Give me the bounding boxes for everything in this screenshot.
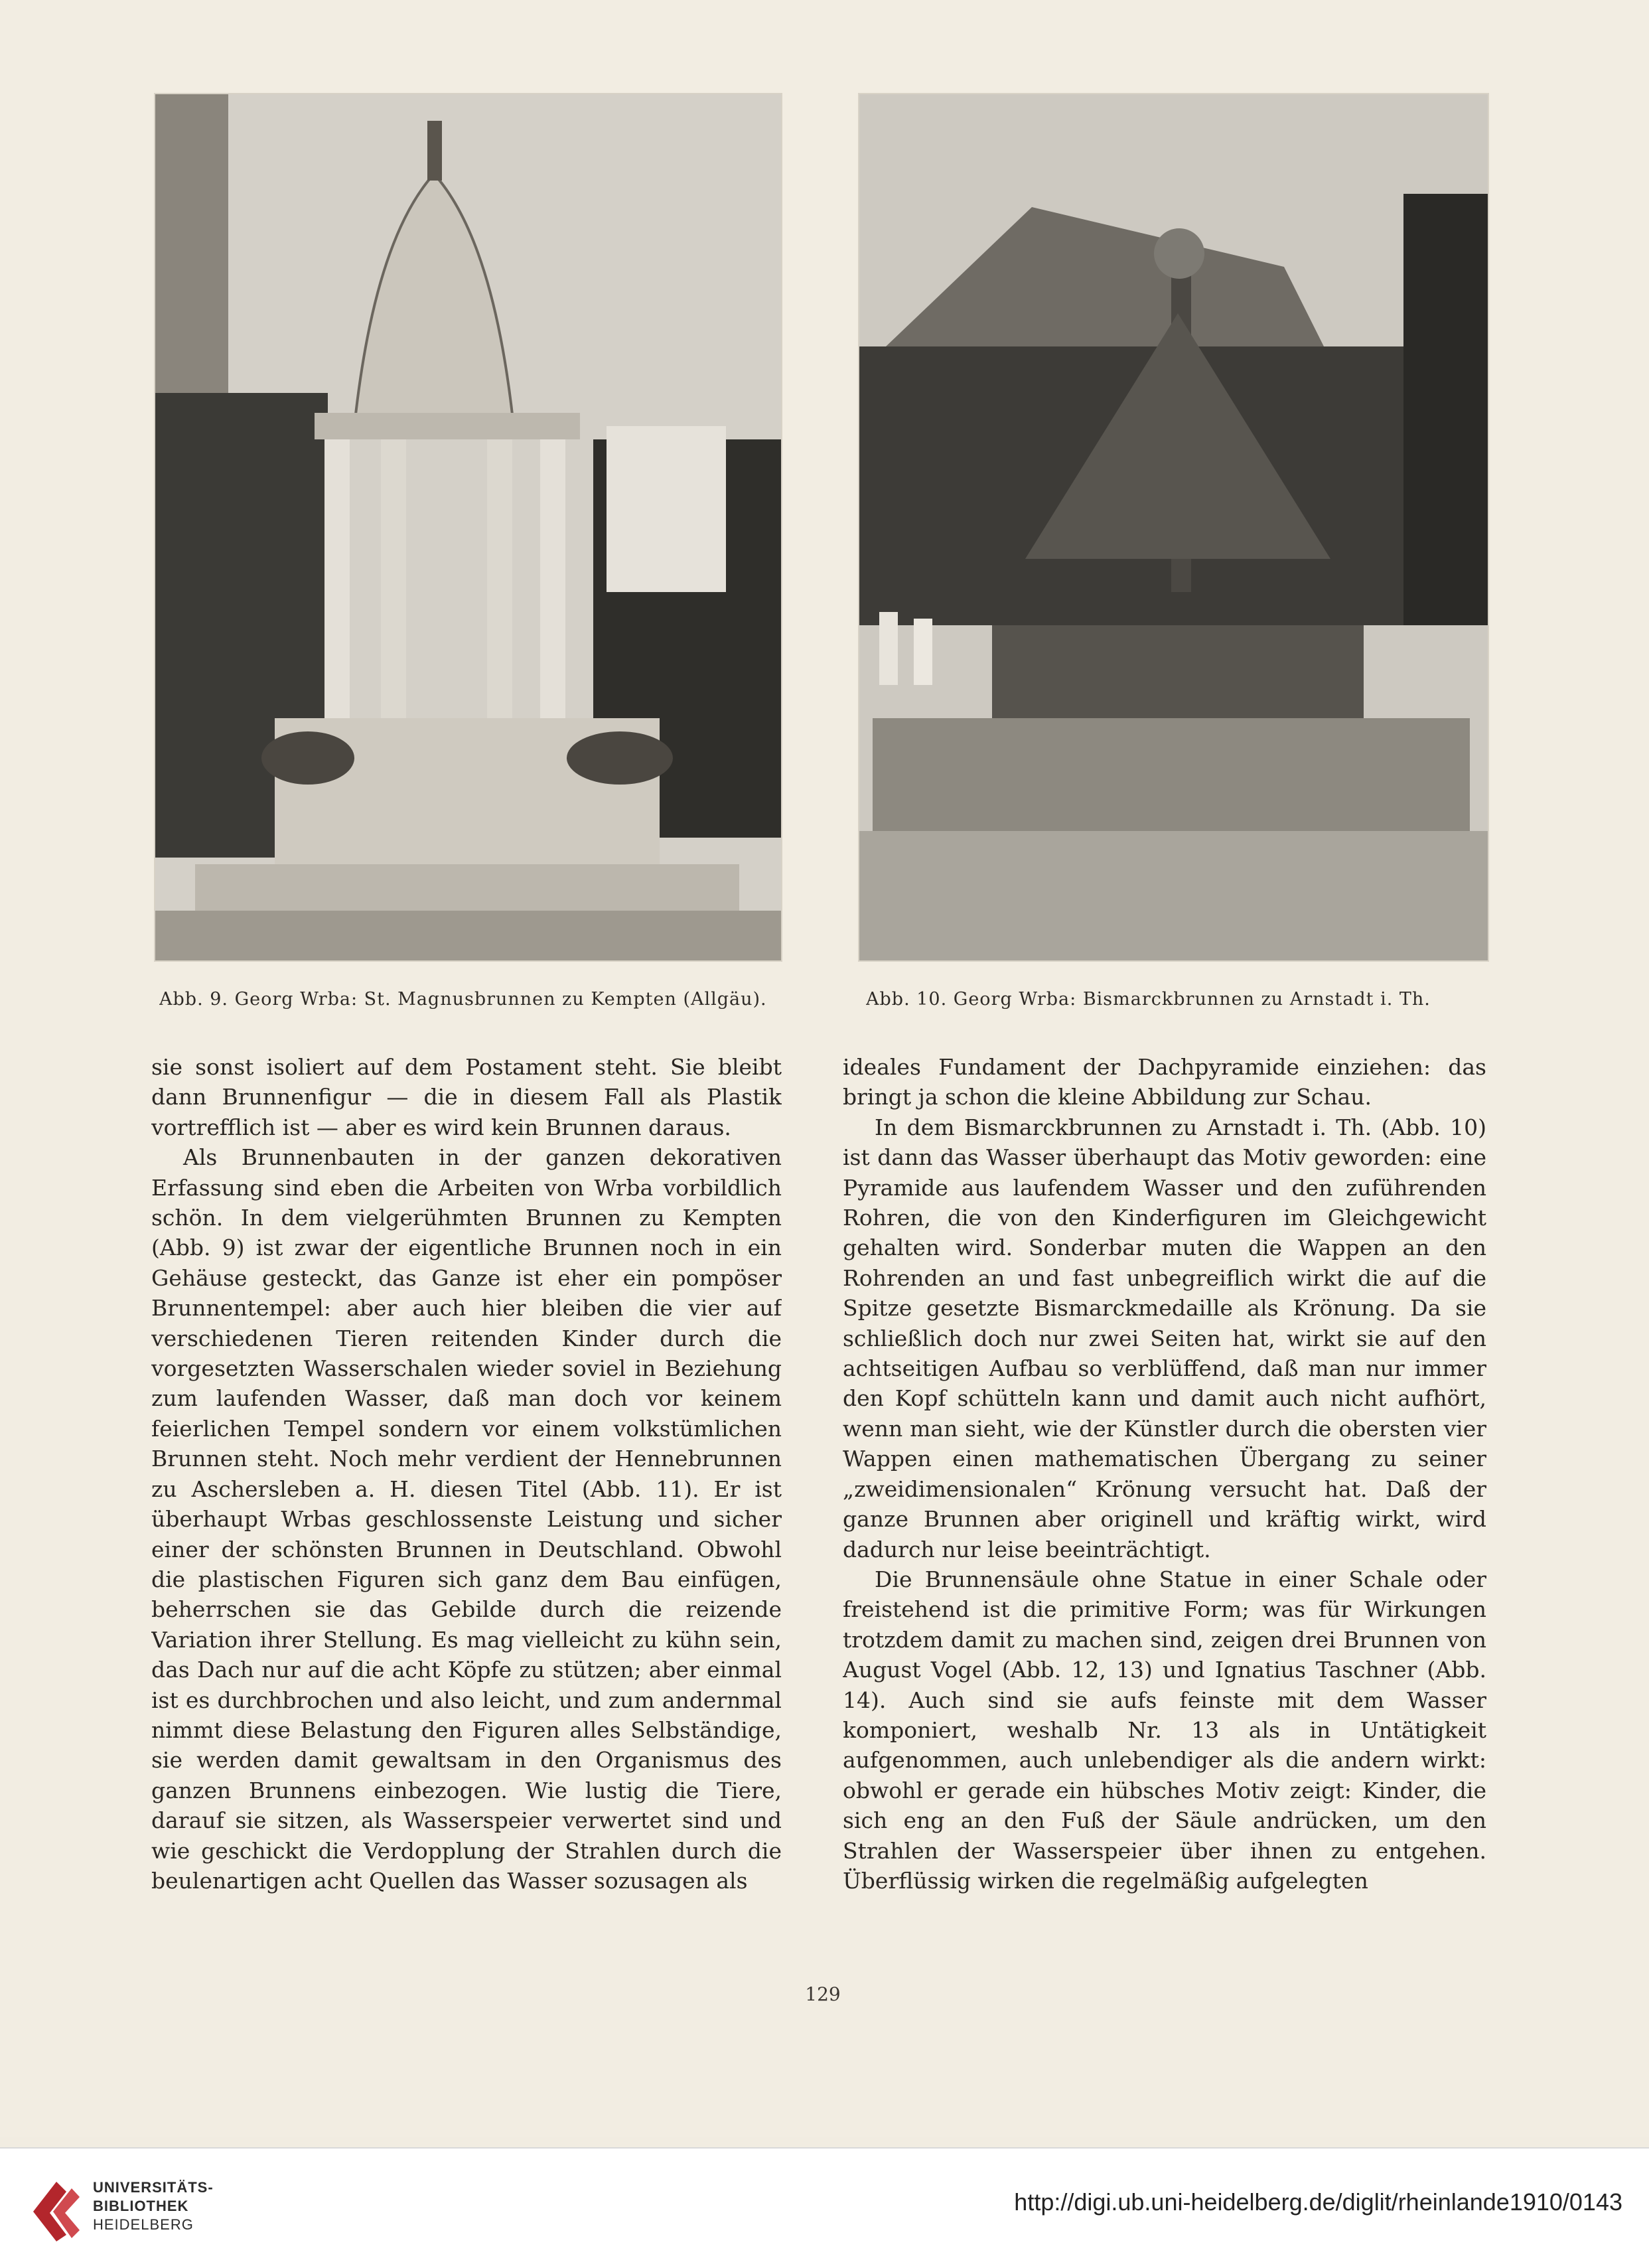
permalink-url[interactable]: http://digi.ub.uni-heidelberg.de/diglit/rheinlande1910/0143 [1014, 2188, 1622, 2216]
text-column-left [151, 1052, 782, 1935]
library-name-line: UNIVERSITÄTS- [93, 2179, 214, 2196]
paragraph: In dem Bismarckbrunnen zu Arnstadt i. Th. (Abb. 10) ist dann das Wasser überhaupt das Motiv geworden: eine Pyramide aus laufendem Wasser und den zuführenden Rohren, die von den Kinderfiguren im Gleichgewicht gehalten wird. Sonderbar muten die Wappen an den Rohrenden an und fast unbegreiflich wirkt die auf die Spitze gesetzte Bismarckmedaille als Krönung. Da sie schließlich doch nur zwei Seiten hat, wirkt sie auf den achtseitigen Aufbau so verblüffend, daß man nur immer den Kopf schütteln kann und damit auch nicht aufhört, wenn man sieht, wie der Künstler durch die obersten vier Wappen einen mathematischen Übergang zu seiner „zweidimensionalen“ Krönung versucht hat. Daß der ganze Brunnen aber originell und kräftig wirkt, wird dadurch nur leise beeinträchtigt. [843, 1114, 1486, 1562]
paragraph: sie sonst isoliert auf dem Postament steht. Sie bleibt dann Brunnenfigur — die in diesem Fall als Plastik vortrefflich ist — aber es wird kein Brunnen daraus. [151, 1054, 782, 1140]
figure-caption-10: Abb. 10. Georg Wrba: Bismarckbrunnen zu Arnstadt i. Th. [866, 989, 1431, 1010]
figure-caption-9: Abb. 9. Georg Wrba: St. Magnusbrunnen zu Kempten (Allgäu). [159, 989, 767, 1010]
paragraph: ideales Fundament der Dachpyramide einziehen: das bringt ja schon die kleine Abbildung zur Schau. [843, 1054, 1486, 1110]
page-number: 129 [805, 1983, 841, 2005]
library-name-line: BIBLIOTHEK [93, 2198, 189, 2214]
paragraph: Als Brunnenbauten in der ganzen dekorativen Erfassung sind eben die Arbeiten von Wrba vorbildlich schön. In dem vielgerühmten Brunnen zu Kempten (Abb. 9) ist zwar der eigentliche Brunnen noch in ein Gehäuse gesteckt, das Ganze ist eher ein pompöser Brunnentempel: aber auch hier bleiben die vier auf verschiedenen Tieren reitenden Kinder durch die vorgesetzten Wasserschalen wieder soviel in Beziehung zum laufenden Wasser, daß man doch vor keinem feierlichen Tempel sondern vor einem volkstümlichen Brunnen steht. Noch mehr verdient der Hennebrunnen zu Aschersleben a. H. diesen Titel (Abb. 11). Er ist überhaupt Wrbas geschlossenste Leistung und sicher einer der schönsten Brunnen in Deutschland. Obwohl die plastischen Figuren sich ganz dem Bau einfügen, beherrschen sie das Gebilde durch die reizende Variation ihrer Stellung. Es mag vielleicht zu kühn sein, das Dach nur auf die acht Köpfe zu stützen; aber einmal ist es durchbrochen und also leicht, und zum andernmal nimmt diese Belastung den Figuren alles Selbständige, sie werden damit gewaltsam in den Organismus des ganzen Brunnens einbezogen. Wie lustig die Tiere, darauf sie sitzen, als Wasserspeier verwertet sind und wie geschickt die Verdopplung der Strahlen durch die beulenartigen acht Quellen das Wasser sozusagen als [151, 1144, 782, 1894]
paragraph: Die Brunnensäule ohne Statue in einer Schale oder freistehend ist die primitive Form; was für Wirkungen trotzdem damit zu machen sind, zeigen drei Brunnen von August Vogel (Abb. 12, 13) und Ignatius Taschner (Abb. 14). Auch sind sie aufs feinste mit dem Wasser komponiert, weshalb Nr. 13 als in Untätigkeit aufgenommen, auch unlebendiger als die andern wirkt: obwohl er gerade ein hübsches Motiv zeigt: Kinder, die sich eng an den Fuß der Säule andrücken, um den Strahlen der Wasserspeier über ihnen zu entgehen. Überflüssig wirken die regelmäßig aufgelegten [843, 1566, 1486, 1894]
library-name-line: HEIDELBERG [93, 2216, 194, 2233]
figure-photo-kempten-fountain [154, 93, 782, 962]
fountain-kempten-illustration [155, 94, 781, 960]
university-library-logo-icon [27, 2172, 86, 2245]
fountain-arnstadt-illustration [859, 94, 1488, 960]
text-column-right [843, 1052, 1486, 1935]
library-name [93, 2178, 214, 2234]
figure-photo-arnstadt-fountain [858, 93, 1489, 962]
library-footer [0, 2147, 1649, 2268]
